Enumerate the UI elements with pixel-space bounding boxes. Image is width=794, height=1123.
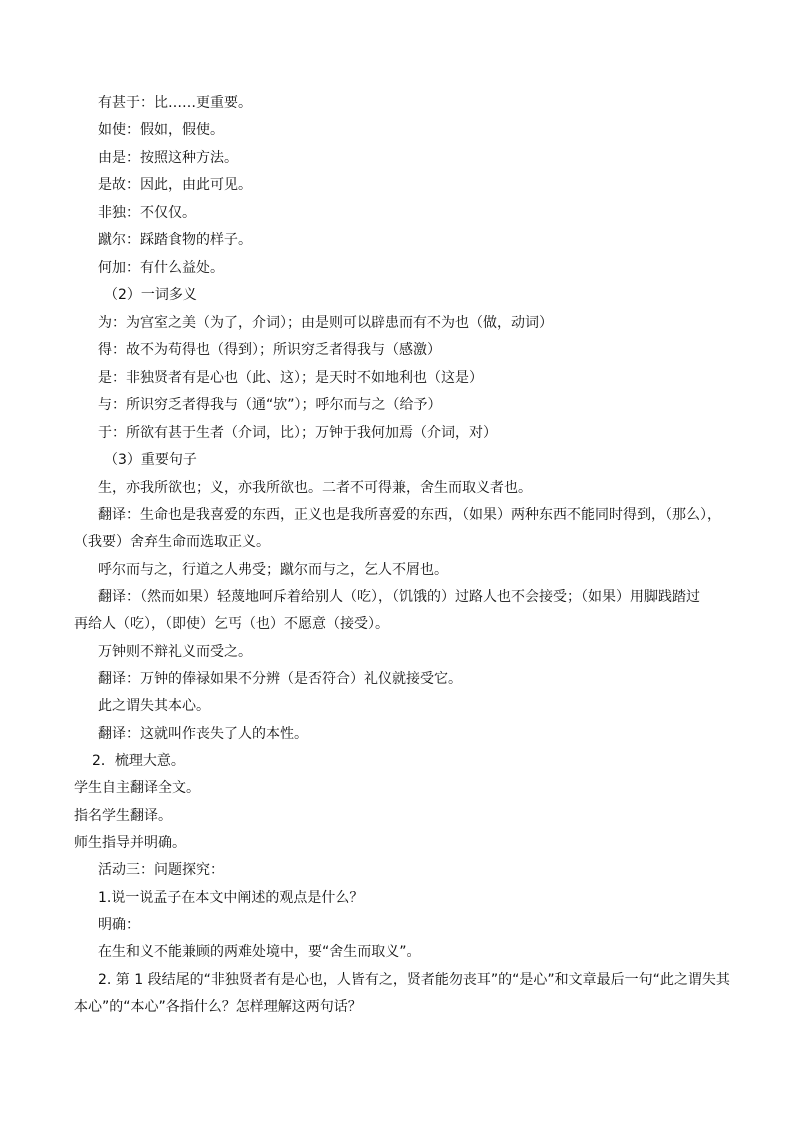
translation-1-line2: （我要）舍弃生命而选取正义。 <box>74 534 270 550</box>
answer-label: 明确： <box>98 917 140 933</box>
translation-2-line2: 再给人（吃），（即使）乞丐（也）不愿意（接受）。 <box>74 616 389 632</box>
question-2-line1: 2. 第 1 段结尾的“非独贤者有是心也，人皆有之，贤者能勿丧耳”的“是心”和文章最后一句“此之谓失其 <box>98 972 730 988</box>
vocab-shi-gu: 是故：因此，由此可见。 <box>98 177 252 193</box>
key-sentence-4: 此之谓失其本心。 <box>98 698 210 714</box>
vocab-you-shi: 由是：按照这种方法。 <box>98 150 238 166</box>
translation-1-line1: 翻译：生命也是我喜爱的东西，正义也是我所喜爱的东西，（如果）两种东西不能同时得到，（那么）， <box>98 507 721 523</box>
vocab-cu-er: 蹴尔：踩踏食物的样子。 <box>98 232 252 248</box>
activity-three-heading: 活动三：问题探究： <box>98 862 224 878</box>
question-1: 1.说一说孟子在本文中阐述的观点是什么？ <box>98 890 364 906</box>
step-student-translate: 学生自主翻译全文。 <box>74 780 200 796</box>
vocab-he-jia: 何加：有什么益处。 <box>98 260 224 276</box>
key-sentence-1: 生，亦我所欲也；义，亦我所欲也。二者不可得兼，舍生而取义者也。 <box>98 480 532 496</box>
vocab-fei-du: 非独：不仅仅。 <box>98 205 196 221</box>
vocab-you-shen-yu: 有甚于：比……更重要。 <box>98 95 252 111</box>
translation-3: 翻译：万钟的俸禄如果不分辨（是否符合）礼仪就接受它。 <box>98 671 462 687</box>
polysemy-yu-prep: 于：所欲有甚于生者（介词，比）；万钟于我何加焉（介词，对） <box>98 425 497 441</box>
polysemy-shi: 是：非独贤者有是心也（此、这）；是天时不如地利也（这是） <box>98 370 483 386</box>
step-teacher-guide: 师生指导并明确。 <box>74 835 186 851</box>
translation-4: 翻译：这就叫作丧失了人的本性。 <box>98 726 308 742</box>
polysemy-yu-give: 与：所识穷乏者得我与（通“欤”）；呼尔而与之（给予） <box>98 397 442 413</box>
step-heading-summary: 2．梳理大意。 <box>92 753 185 769</box>
section-heading-polysemy: （2）一词多义 <box>104 287 197 303</box>
key-sentence-2: 呼尔而与之，行道之人弗受；蹴尔而与之，乞人不屑也。 <box>98 562 448 578</box>
step-named-translate: 指名学生翻译。 <box>74 808 172 824</box>
vocab-ru-shi: 如使：假如，假使。 <box>98 122 224 138</box>
polysemy-de: 得：故不为苟得也（得到）；所识穷乏者得我与（感激） <box>98 342 441 358</box>
polysemy-wei: 为：为宫室之美（为了，介词）；由是则可以辟患而有不为也（做，动词） <box>98 315 553 331</box>
section-heading-key-sentences: （3）重要句子 <box>104 452 197 468</box>
translation-2-line1: 翻译：（然而如果）轻蔑地呵斥着给别人（吃），（饥饿的）过路人也不会接受；（如果）用脚践踏过 <box>98 589 700 605</box>
answer-1: 在生和义不能兼顾的两难处境中，要“舍生而取义”。 <box>98 944 421 960</box>
key-sentence-3: 万钟则不辩礼义而受之。 <box>98 644 252 660</box>
question-2-line2: 本心”的“本心”各指什么？怎样理解这两句话？ <box>74 999 362 1015</box>
